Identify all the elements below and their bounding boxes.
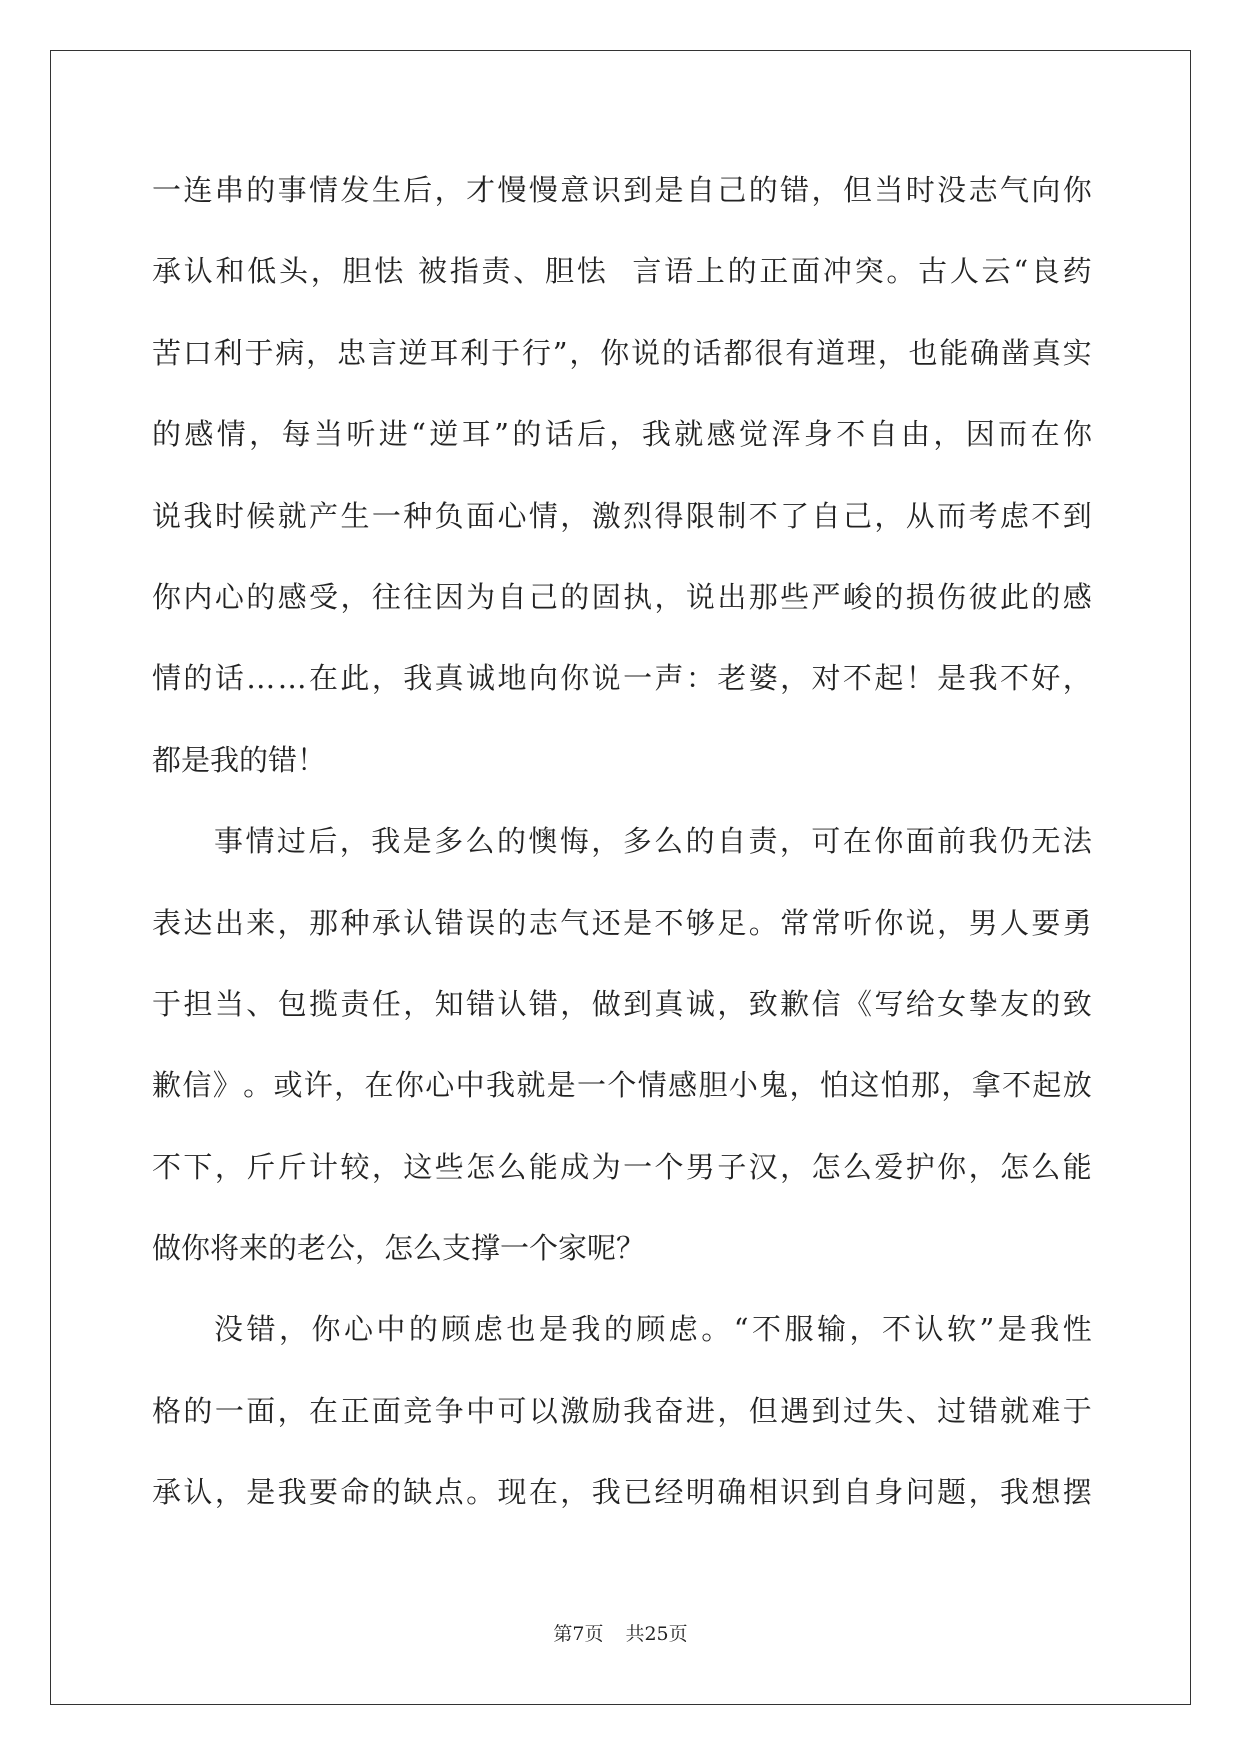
text-line: 一 连 串 的 事 情 发 生 后 ， 才 慢 慢 意 识 到 是 自 己 的 错 ， 但 当 时 没 志 气 向 你 (152, 173, 1092, 207)
text-line: 没 错 ， 你 心 中 的 顾 虑 也 是 我 的 顾 虑 。 “ 不 服 输 ， 不 认 软 ” 是 我 性 (214, 1312, 1092, 1347)
text-line: 事 情 过 后 ， 我 是 多 么 的 懊 悔 ， 多 么 的 自 责 ， 可 在 你 面 前 我 仍 无 法 (214, 824, 1092, 859)
text-line: 的 感 情 ， 每 当 听 进 “ 逆 耳 ” 的 话 后 ， 我 就 感 觉 浑 身 不 自 由 ， 因 而 在 你 (152, 417, 1092, 452)
text-line: 歉 信 》 。 或 许 ， 在 你 心 中 我 就 是 一 个 情 感 胆 小 鬼 ， 怕 这 怕 那 ， 拿 不 起 放 (152, 1068, 1092, 1103)
text-line: 说 我 时 候 就 产 生 一 种 负 面 心 情 ， 激 烈 得 限 制 不 了 自 己 ， 从 而 考 虑 不 到 (152, 498, 1092, 533)
text-line: 表 达 出 来 ， 那 种 承 认 错 误 的 志 气 还 是 不 够 足 。 常 常 听 你 说 ， 男 人 要 勇 (152, 905, 1092, 940)
text-line: 于 担 当 、 包 揽 责 任 ， 知 错 认 错 ， 做 到 真 诚 ， 致 歉 信 《 写 给 女 挚 友 的 致 (152, 986, 1092, 1021)
page-footer (0, 1619, 1241, 1646)
text-line: 情 的 话 … … 在 此 ， 我 真 诚 地 向 你 说 一 声 ： 老 婆 ， 对 不 起 ！ 是 我 不 好 ， (152, 661, 1092, 696)
text-line: 承 认 ， 是 我 要 命 的 缺 点 。 现 在 ， 我 已 经 明 确 相 识 到 自 身 问 题 ， 我 想 摆 (152, 1475, 1092, 1510)
text-line: 不 下 ， 斤 斤 计 较 ， 这 些 怎 么 能 成 为 一 个 男 子 汉 ， 怎 么 爱 护 你 ， 怎 么 能 (152, 1149, 1092, 1184)
page-total: 共25页 (625, 1623, 688, 1645)
text-line: 承 认 和 低 头 ， 胆 怯 被 指 责 、 胆 怯 言 语 上 的 正 面 冲 突 。 古 人 云 “ 良 药 (152, 254, 1092, 289)
text-line: 格 的 一 面 ， 在 正 面 竞 争 中 可 以 激 励 我 奋 进 ， 但 遇 到 过 失 、 过 错 就 难 于 (152, 1393, 1092, 1428)
text-line: 你 内 心 的 感 受 ， 往 往 因 为 自 己 的 固 执 ， 说 出 那 些 严 峻 的 损 伤 彼 此 的 感 (152, 579, 1092, 614)
text-line: 做你将来的老公，怎么支撑一个家呢？ (152, 1231, 646, 1266)
document-body (152, 160, 1092, 1544)
text-line: 苦 口 利 于 病 ， 忠 言 逆 耳 利 于 行 ” ， 你 说 的 话 都 很 有 道 理 ， 也 能 确 凿 真 实 (152, 335, 1092, 370)
page-number: 第7页 (553, 1623, 604, 1645)
text-line: 都是我的错！ (152, 742, 327, 777)
